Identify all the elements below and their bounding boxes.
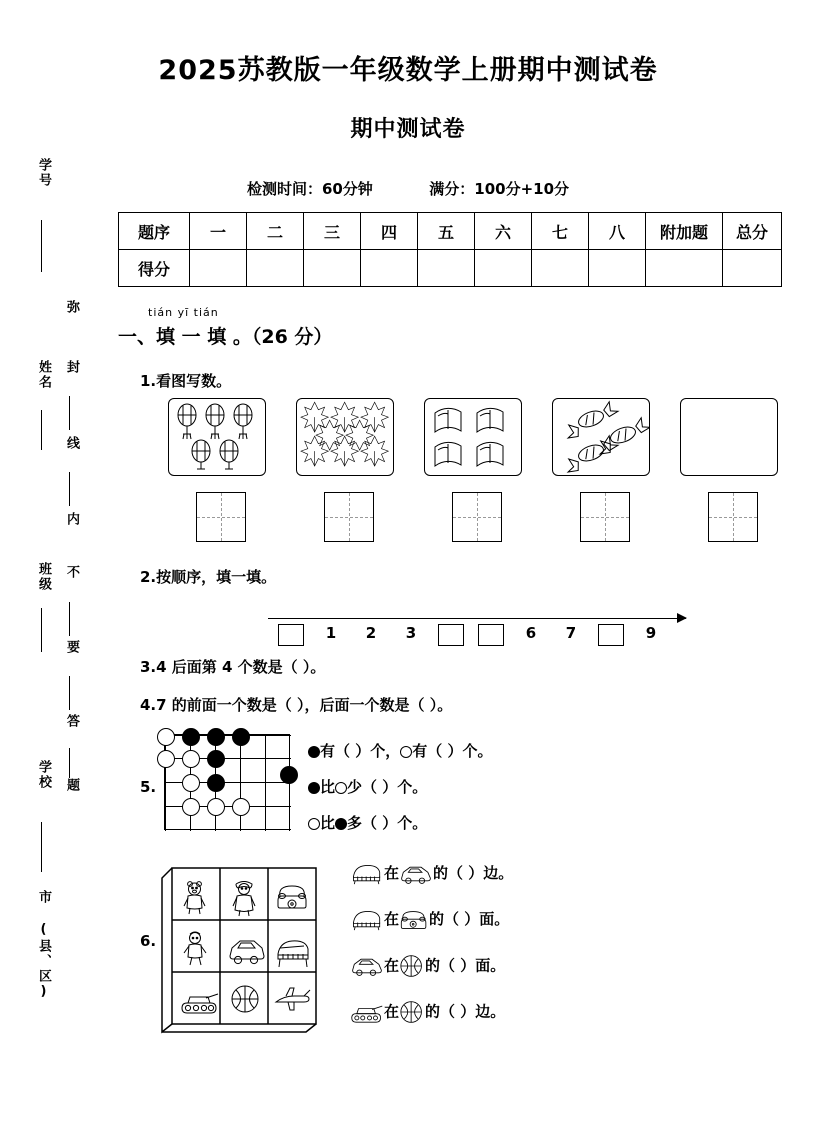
q6-statement-1-post: 的（ ）边。	[433, 864, 514, 882]
margin-note-bu: 不	[64, 565, 79, 580]
telephone-icon	[399, 909, 429, 931]
page-title: 2025苏教版一年级数学上册期中测试卷	[158, 55, 658, 86]
black-dot-icon	[308, 746, 320, 758]
tank-icon	[350, 1001, 384, 1023]
score-col-total: 总分	[723, 213, 782, 250]
piano-icon	[350, 909, 384, 931]
q2-line-box-2[interactable]	[438, 624, 464, 646]
number-line-arrow-icon	[677, 613, 687, 623]
section-one-heading: 一、填 一 填 。（26 分）	[118, 326, 333, 348]
question-5-number: 5.	[140, 778, 157, 796]
margin-note-mi: 弥	[64, 300, 79, 315]
q2-line-num-3: 3	[405, 624, 417, 642]
q2-line-num-2: 2	[365, 624, 377, 642]
board-stone-white	[232, 798, 250, 816]
score-cell-3[interactable]	[304, 250, 361, 287]
q6-statement-3-mid: 在	[384, 956, 400, 975]
margin-divider-2	[69, 396, 70, 430]
score-col-3: 三	[304, 213, 361, 250]
score-cell-6[interactable]	[475, 250, 532, 287]
q1-picture-group-lantern	[168, 398, 266, 476]
q5-statement-1-mid: 有（ ）个，	[320, 742, 401, 760]
margin-note-xian: 线	[64, 436, 79, 451]
score-cell-1[interactable]	[190, 250, 247, 287]
score-col-7: 七	[532, 213, 589, 250]
question-2-text: 按顺序，填一填。	[156, 568, 277, 586]
board-stone-white	[182, 774, 200, 792]
score-cell-8[interactable]	[589, 250, 646, 287]
q6-statement-1	[350, 862, 513, 885]
piano-icon	[350, 863, 384, 885]
q1-answer-box-5[interactable]	[708, 492, 758, 542]
score-col-extra: 附加题	[646, 213, 723, 250]
black-dot-icon	[335, 818, 347, 830]
white-dot-icon	[308, 818, 320, 830]
q6-statement-2	[350, 908, 509, 931]
margin-note-da: 答	[64, 714, 79, 729]
q5-statement-2-mid: 比	[320, 778, 336, 796]
margin-note-banji: 班级	[36, 562, 51, 592]
q6-statement-2-mid: 在	[384, 910, 400, 928]
exam-time-label: 检测时间：60分钟	[246, 180, 373, 198]
q2-line-num-7: 7	[565, 624, 577, 642]
score-cell-5[interactable]	[418, 250, 475, 287]
q5-statement-2-post: 少（ ）个。	[347, 778, 428, 796]
ball-icon	[399, 1000, 425, 1024]
q6-statement-4	[350, 1000, 505, 1024]
board-stone-black	[232, 728, 250, 746]
board-line-v-5	[265, 735, 266, 831]
margin-note-xuehao: 学号	[36, 158, 51, 188]
margin-note-xingming: 姓名	[36, 360, 51, 390]
board-line-h-5	[165, 829, 291, 830]
question-4-text: 7 的前面一个数是（ ），后面一个数是（ ）。	[156, 696, 453, 714]
exam-score-label: 满分：100分+10分	[429, 180, 570, 198]
q2-line-num-6: 6	[525, 624, 537, 642]
question-6-number: 6.	[140, 932, 157, 950]
margin-note-shi: 市 (县、区)	[36, 890, 51, 1001]
question-3-number: 3.	[140, 658, 157, 676]
question-1-label	[140, 370, 231, 391]
board-stone-black	[182, 728, 200, 746]
margin-divider-9	[41, 822, 42, 872]
q5-statement-3	[308, 812, 427, 833]
margin-note-nei: 内	[64, 512, 79, 527]
q1-answer-box-1[interactable]	[196, 492, 246, 542]
table-row-score	[119, 250, 782, 287]
score-col-8: 八	[589, 213, 646, 250]
score-col-5: 五	[418, 213, 475, 250]
score-col-1: 一	[190, 213, 247, 250]
score-col-2: 二	[247, 213, 304, 250]
score-cell-4[interactable]	[361, 250, 418, 287]
score-table-row-label-1: 题序	[119, 213, 190, 250]
q2-line-num-1: 1	[325, 624, 337, 642]
question-4-label	[140, 694, 452, 715]
black-dot-icon	[308, 782, 320, 794]
board-stone-white	[182, 750, 200, 768]
q2-line-box-3[interactable]	[478, 624, 504, 646]
q6-statement-2-post: 的（ ）面。	[429, 910, 510, 928]
q2-number-line	[268, 618, 686, 654]
q5-go-board	[164, 734, 290, 830]
q5-statement-2	[308, 776, 427, 797]
q6-shelf	[156, 856, 332, 1036]
q1-picture-group-empty	[680, 398, 778, 476]
q2-line-box-4[interactable]	[598, 624, 624, 646]
q6-statement-1-mid: 在	[384, 864, 400, 882]
q6-statement-3-post: 的（ ）面。	[425, 956, 506, 975]
board-stone-white	[182, 798, 200, 816]
car-icon	[350, 955, 384, 977]
question-4-number: 4.	[140, 696, 157, 714]
margin-divider-6	[41, 608, 42, 652]
margin-divider-3	[41, 410, 42, 450]
exam-info	[0, 178, 816, 199]
margin-divider-5	[69, 602, 70, 636]
question-2-number: 2.	[140, 568, 157, 586]
question-2-label	[140, 566, 276, 587]
score-cell-extra[interactable]	[646, 250, 723, 287]
board-stone-black	[207, 728, 225, 746]
score-table	[118, 212, 782, 287]
margin-note-xuexiao: 学校	[36, 760, 51, 790]
margin-divider-8	[69, 748, 70, 778]
table-row-header	[119, 213, 782, 250]
q1-answer-box-3[interactable]	[452, 492, 502, 542]
score-col-4: 四	[361, 213, 418, 250]
q6-statement-3	[350, 954, 505, 978]
score-cell-total[interactable]	[723, 250, 782, 287]
score-cell-2[interactable]	[247, 250, 304, 287]
score-table-row-label-2: 得分	[119, 250, 190, 287]
score-col-6: 六	[475, 213, 532, 250]
margin-divider-1	[41, 220, 42, 272]
section-one-pinyin: tián yī tián	[148, 306, 219, 319]
question-3-label	[140, 656, 325, 677]
q5-statement-3-post: 多（ ）个。	[347, 814, 428, 832]
q1-answer-box-4[interactable]	[580, 492, 630, 542]
margin-note-feng: 封	[64, 360, 79, 375]
board-stone-white	[157, 728, 175, 746]
q1-picture-group-book	[424, 398, 522, 476]
page-subtitle: 期中测试卷	[350, 117, 466, 142]
margin-divider-7	[69, 676, 70, 710]
question-3-text: 4 后面第 4 个数是（ ）。	[156, 658, 326, 676]
board-stone-black	[207, 750, 225, 768]
number-line-axis	[268, 618, 686, 619]
margin-divider-4	[69, 472, 70, 506]
q5-statement-3-mid: 比	[320, 814, 336, 832]
board-stone-white	[157, 750, 175, 768]
q5-statement-1-post: 有（ ）个。	[412, 742, 493, 760]
margin-seal-strip	[28, 110, 114, 1060]
margin-note-ti: 题	[64, 778, 79, 793]
q6-statement-4-post: 的（ ）边。	[425, 1002, 506, 1021]
white-dot-icon	[400, 746, 412, 758]
board-line-v-4	[240, 735, 241, 831]
q1-picture-group-maple-leaf	[296, 398, 394, 476]
q2-line-box-1[interactable]	[278, 624, 304, 646]
q5-statement-1	[308, 740, 492, 761]
board-stone-black	[280, 766, 298, 784]
q2-line-num-9: 9	[645, 624, 657, 642]
q1-picture-group-candy	[552, 398, 650, 476]
board-stone-black	[207, 774, 225, 792]
board-stone-white	[207, 798, 225, 816]
score-cell-7[interactable]	[532, 250, 589, 287]
white-dot-icon	[335, 782, 347, 794]
q1-answer-box-2[interactable]	[324, 492, 374, 542]
question-1-number: 1.	[140, 372, 157, 390]
car-icon	[399, 863, 433, 885]
margin-note-yao: 要	[64, 640, 79, 655]
ball-icon	[399, 954, 425, 978]
q6-statement-4-mid: 在	[384, 1002, 400, 1021]
question-1-text: 看图写数。	[156, 372, 232, 390]
